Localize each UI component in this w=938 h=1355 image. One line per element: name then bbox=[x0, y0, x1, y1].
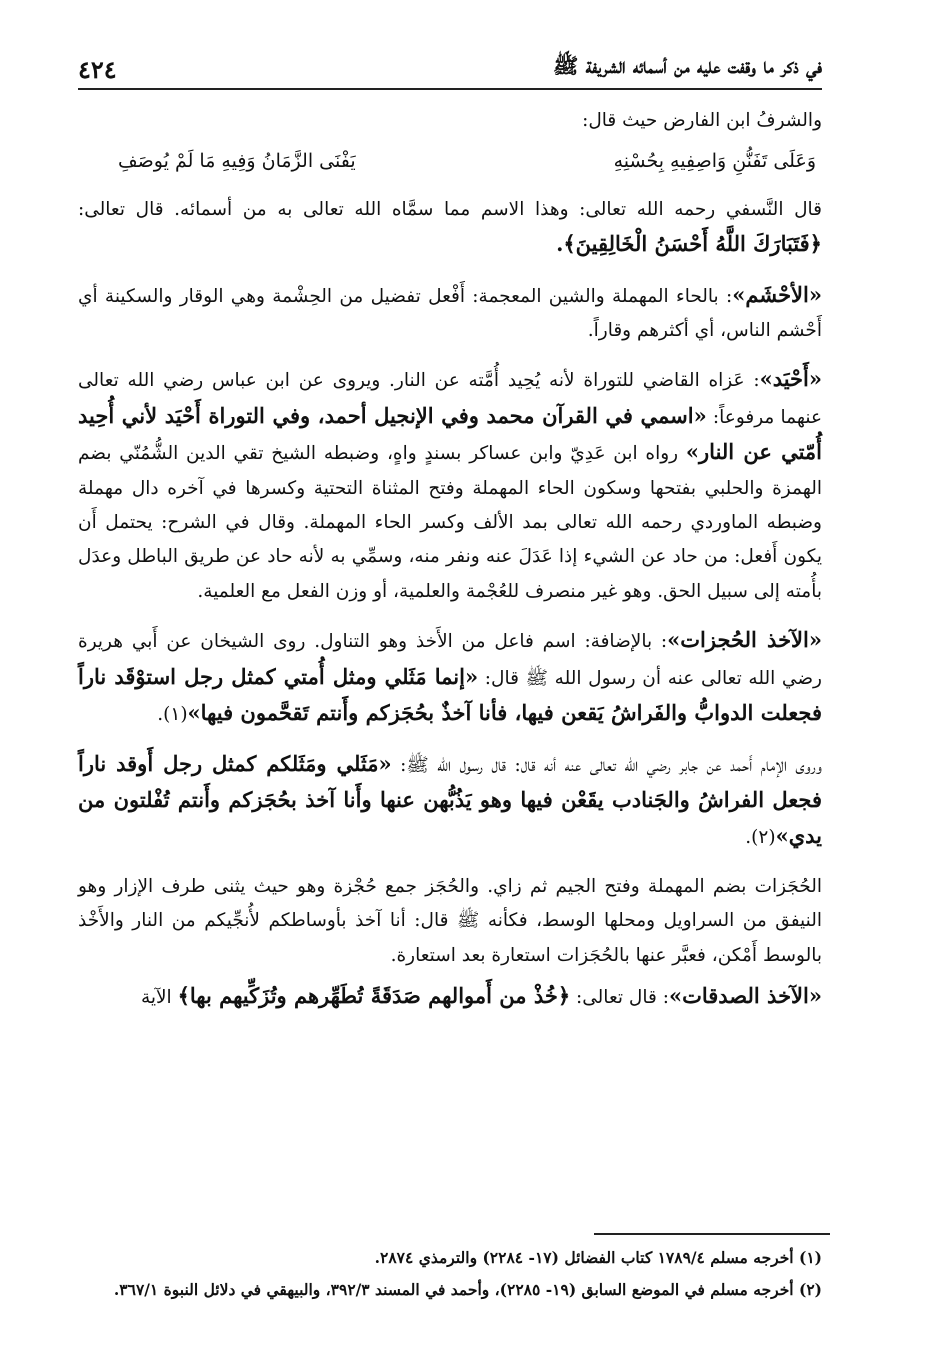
quran-verse: ﴿خُذْ من أَموالهم صَدَقَةً تُطَهِّرهم وتُزَكِّيهم بها﴾ bbox=[177, 982, 571, 1008]
footnote-ref: (٢). bbox=[745, 827, 776, 849]
paragraph-jabir bbox=[78, 747, 822, 856]
entry-text: : عَزاه القاضي للتوراة لأنه يُحِيد أُمَّته عن النار. ويروى عن ابن عباس رضي الله تعالى عنهما مرفوعاً: bbox=[78, 370, 822, 428]
quran-verse: ﴿فَتَبَارَكَ اللَّهُ أَحْسَنُ الْخَالِقِينَ﴾. bbox=[556, 231, 822, 257]
entry-text: : بالإضافة: اسم فاعل من الأَخذ وهو التناول. روى الشيخان عن أَبي هريرة رضي الله تعالى عنه أن رسول الله ﷺ قال: bbox=[78, 631, 822, 689]
paragraph-text: قال النَّسفي رحمه الله تعالى: وهذا الاسم مما سمَّاه الله تعالى به من أسمائه. قال تعالى: bbox=[78, 198, 822, 220]
footnote-divider bbox=[594, 1233, 830, 1235]
entry-term: «أَحْيَد» bbox=[759, 366, 822, 392]
entry-term: «الآخذ الحُجزات» bbox=[667, 627, 822, 653]
entry-term: «الآخذ الصدقات» bbox=[668, 982, 822, 1008]
running-title: في ذكر ما وقفت عليه من أسمائه الشريفة ﷺ bbox=[552, 53, 822, 78]
entry-text-continued: رواه ابن عَدِيّ وابن عساكر بسندٍ واهٍ، وضبطه الشيخ تقي الدين الشُّمُنّي بضم الهمزة والحلبي بفتحها وسكون الحاء المهملة وفتح المثناة التحتية وكسرها في آخره دال مهملة وضبطه الماوردي رحمه الله تعالى بمد الألف وكسر الحاء المهملة. وقال في الشرح: يحتمل أَن يكون أَفعل: من حاد عن الشيء إذا عَدَلَ عنه ونفر منه، وسمِّي به لأنه حاد عن طريق الباطل وعدَل بأُمته إلى سبيل الحق. وهو غير منصرف للعُجْمة والعلمية، أو وزن الفعل مع العلمية. bbox=[78, 443, 822, 602]
entry-akhidh-sadaqat bbox=[78, 979, 822, 1015]
entry-term: «الأحْشَم» bbox=[732, 281, 822, 307]
entry-akhidh-hujuzat bbox=[78, 623, 822, 732]
poem-verse bbox=[78, 144, 822, 178]
footnote-2: (٢) أخرجه مسلم في الموضع السابق (١٩- ٢٢٨٥)، وأحمد في المسند ٣٩٢/٣، والبيهقي في دلائل النبوة ٣٦٧/١. bbox=[113, 1280, 822, 1299]
entry-ahsham bbox=[78, 278, 822, 349]
entry-tail: الآية bbox=[140, 986, 178, 1008]
entry-text: : بالحاء المهملة والشين المعجمة: أَفْعل تفضيل من الحِشْمة وهي الوقار والسكينة أي أَحْشم الناس، أي أكثرهم وقاراً. bbox=[78, 285, 822, 342]
verse-second-hemistich: يَفْنَى الزَّمَانُ وَفِيهِ مَا لَمْ يُوصَفِ bbox=[118, 150, 356, 173]
main-text bbox=[78, 104, 822, 1029]
entry-ahyad bbox=[78, 362, 822, 609]
hadith-text: «مَثَلي ومَثَلكم كمثل رجل أَوقد ناراً فجعل الفراشُ والجَنادب يقَعْن فيها وهو يَذُبُّهن عنها وأَنا آخذ بحُجَزكم وأَنتم تُفْلتون من يدي» bbox=[78, 750, 822, 849]
entry-text: : قال تعالى: bbox=[570, 986, 669, 1008]
paragraph-nasafi bbox=[78, 193, 822, 264]
paragraph-hujuzat: الحُجَزات بضم المهملة وفتح الجيم ثم زاي. والحُجَز جمع حُجْزة وهو حيث يثنى طرف الإزار وهو النيفق من السراويل ومحلها الوسط، فكأنه ﷺ قال: أنا آخذ بأوساطكم لأُنجِّيكم من النار والأَخْذ بالوسط أَمْكن، فعبَّر عنها بالحُجَزات استعارة بعد استعارة. bbox=[78, 875, 822, 966]
page-header bbox=[78, 44, 822, 90]
verse-first-hemistich: وَعَلَى تَفَنُّنِ وَاصِفِيهِ بِحُسْنِهِ bbox=[613, 150, 816, 173]
paragraph-intro: والشرفُ ابن الفارض حيث قال: bbox=[582, 110, 822, 131]
hadith-text: «إنما مَثَلي ومثل أُمتي كمثل رجل استوْقَد ناراً فجعلت الدوابُّ والفَراشُ يَقعن فيها، فأنا آخذٌ بحُجَزكم وأَنتم تَقحَّمون فيها» bbox=[78, 663, 822, 726]
footnote-1: (١) أخرجه مسلم ١٧٨٩/٤ كتاب الفضائل (١٧- ٢٢٨٤) والترمذي ٢٨٧٤. bbox=[374, 1248, 822, 1267]
hadith-text: «اسمي في القرآن محمد وفي الإنجيل أحمد، وفي التوراة أَحْيَد لأني أُحِيد أُمّتي عن النار» bbox=[78, 402, 823, 465]
footnote-ref: (١). bbox=[157, 704, 188, 726]
paragraph-text: وروى الإمام أَحمد عن جابر رضي الله تعالى عنه أنه قال: قال رسول الله ﷺ: bbox=[391, 754, 822, 776]
footnotes bbox=[78, 1242, 822, 1306]
page-number: ٤٢٤ bbox=[78, 55, 117, 84]
